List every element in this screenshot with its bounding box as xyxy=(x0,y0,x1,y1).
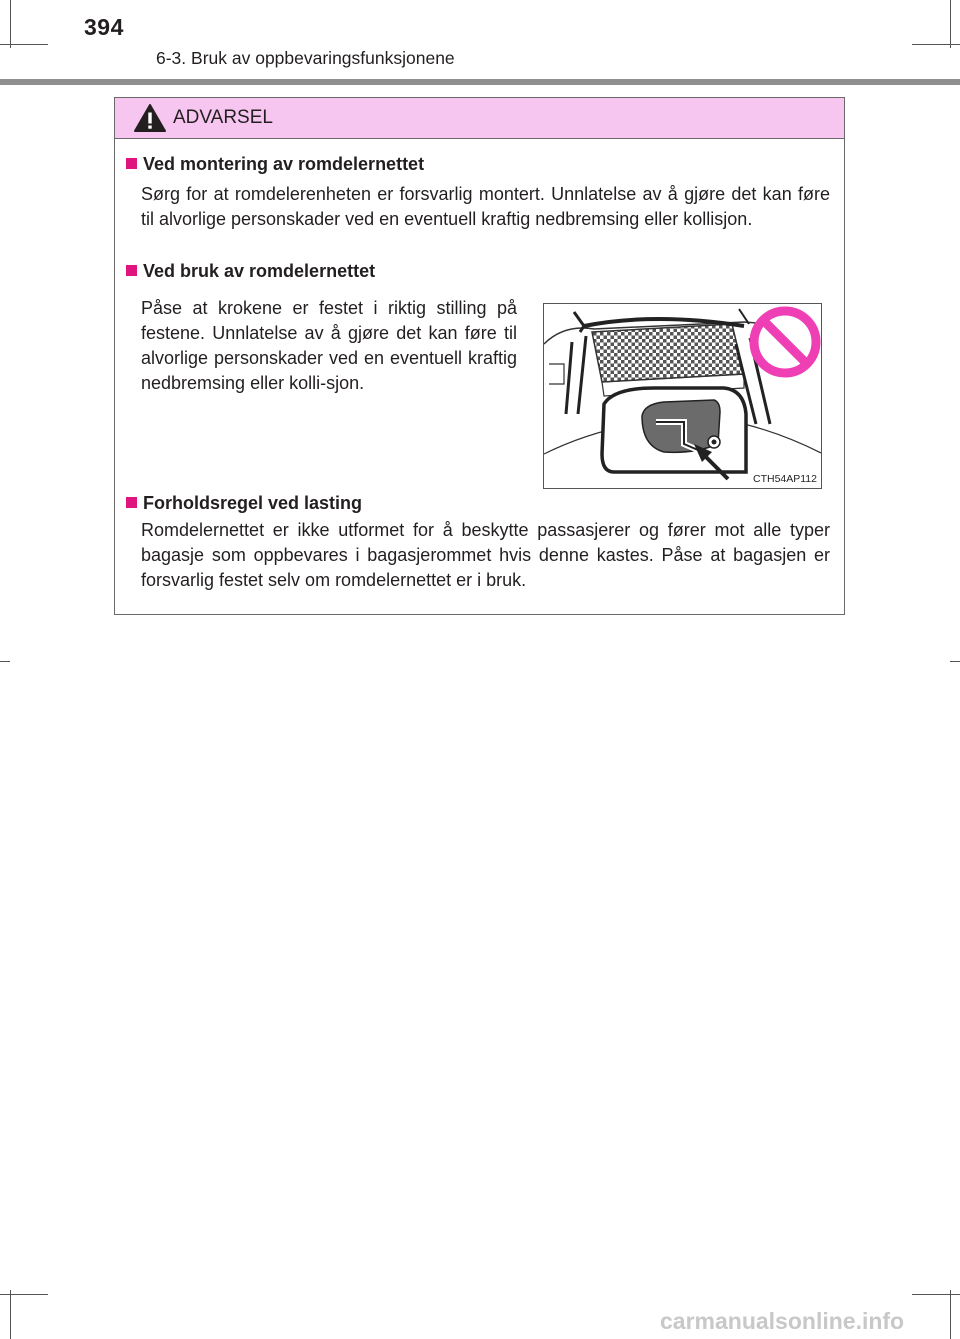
illustration xyxy=(543,303,822,489)
warning-box xyxy=(114,97,845,615)
bullet-square-icon xyxy=(126,158,137,169)
crop-mark xyxy=(10,0,11,48)
illustration-code: CTH54AP112 xyxy=(752,473,817,485)
crop-mark xyxy=(0,1294,48,1295)
crop-mark xyxy=(950,0,951,48)
bullet-square-icon xyxy=(126,497,137,508)
warning-title: ADVARSEL xyxy=(173,107,273,128)
crop-mark xyxy=(912,44,960,45)
header-rule xyxy=(0,79,960,85)
footer-watermark: carmanualsonline.info xyxy=(660,1308,905,1334)
item-heading: Forholdsregel ved lasting xyxy=(126,493,362,514)
item-heading: Ved montering av romdelernettet xyxy=(126,154,424,175)
item-heading: Ved bruk av romdelernettet xyxy=(126,261,375,282)
item-text: Romdelernettet er ikke utformet for å beskytte passasjerer og fører mot alle typer bagasje som oppbevares i bagasjerommet hvis denne kastes. Påse at bagasjen er forsvarlig festet selv om romdelernettet er i bruk. xyxy=(141,520,830,590)
warning-header xyxy=(115,98,844,139)
cargo-net-hook-illustration xyxy=(544,304,822,489)
crop-mark xyxy=(10,1290,11,1339)
crop-mark xyxy=(950,661,960,662)
crop-mark xyxy=(0,661,10,662)
section-title: 6-3. Bruk av oppbevaringsfunksjonene xyxy=(156,48,455,68)
crop-mark xyxy=(0,44,48,45)
crop-mark xyxy=(950,1290,951,1339)
crop-mark xyxy=(912,1294,960,1295)
item-text: Påse at krokene er festet i riktig stilling på festene. Unnlatelse av å gjøre det kan føre til alvorlige personskader ved en eventuell kraftig nedbremsing eller kolli-sjon. xyxy=(141,298,517,393)
bullet-square-icon xyxy=(126,265,137,276)
page-number: 394 xyxy=(84,14,124,40)
prohibition-icon xyxy=(754,311,816,373)
warning-triangle-icon xyxy=(133,103,167,133)
item-text: Sørg for at romdelerenheten er forsvarlig montert. Unnlatelse av å gjøre det kan føre til alvorlige personskader ved en eventuell kraftig nedbremsing eller kollisjon. xyxy=(141,184,830,229)
